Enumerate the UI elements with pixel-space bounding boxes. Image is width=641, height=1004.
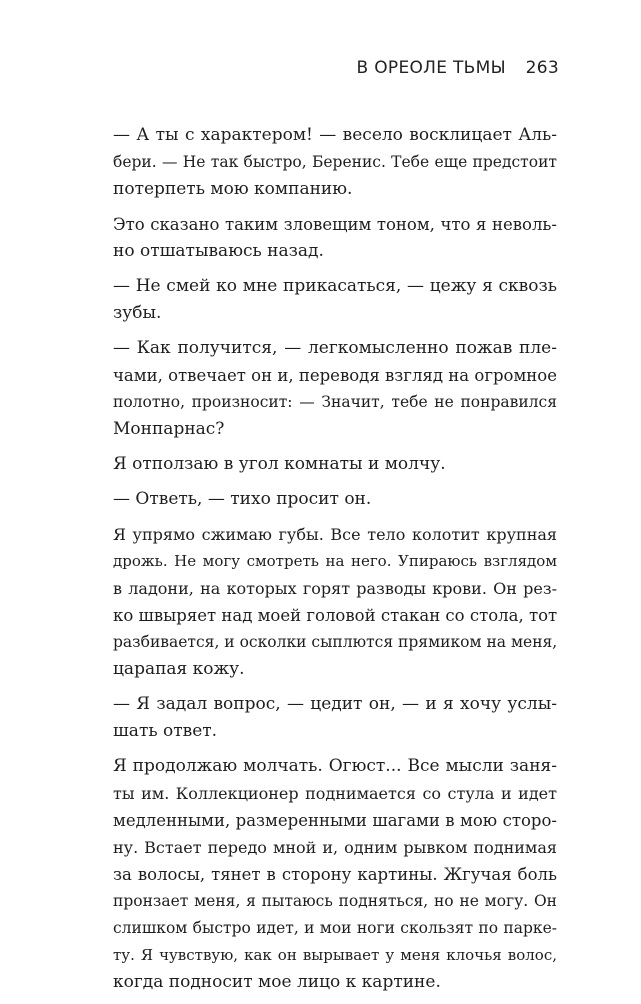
- running-title: В ОРЕОЛЕ ТЬМЫ: [356, 58, 506, 78]
- paragraph: [113, 486, 557, 513]
- paragraph: [113, 521, 557, 683]
- text-line: — Ответь, — тихо просит он.: [113, 489, 372, 509]
- text-line: Я продолжаю молчать. Огюст... Все мысли заня-: [113, 756, 557, 776]
- text-line: медленными, размеренными шагами в мою сторо-: [113, 811, 557, 830]
- text-line: в ладони, на которых горят разводы крови. Он рез-: [113, 579, 557, 598]
- text-line: чами, отвечает он и, переводя взгляд на огромное: [113, 366, 557, 385]
- text-line: разбивается, и осколки сыплются прямиком на меня,: [113, 633, 557, 651]
- paragraph: [113, 211, 557, 265]
- text-line: дрожь. Не могу смотреть на него. Упираюсь взглядом: [113, 552, 557, 570]
- text-line: шать ответ.: [113, 721, 218, 741]
- paragraph: [113, 335, 557, 443]
- text-line: Я упрямо сжимаю губы. Все тело колотит крупная: [113, 525, 557, 544]
- paragraph: [113, 122, 557, 203]
- text-line: пронзает меня, я пытаюсь подняться, но не могу. Он: [113, 892, 557, 910]
- paragraph: [113, 273, 557, 327]
- text-line: — Не смей ко мне прикасаться, — цежу я сквозь: [113, 276, 557, 296]
- text-line: Я отползаю в угол комнаты и молчу.: [113, 454, 446, 474]
- text-line: ну. Встает передо мной и, одним рывком поднимая: [113, 838, 557, 857]
- text-line: зубы.: [113, 303, 162, 323]
- text-line: но отшатываюсь назад.: [113, 241, 324, 261]
- paragraph: [113, 753, 557, 996]
- body-text: [113, 122, 557, 1004]
- text-line: бери. — Не так быстро, Беренис. Тебе еще предстоит: [113, 153, 557, 171]
- paragraph: [113, 451, 557, 478]
- text-line: царапая кожу.: [113, 659, 245, 679]
- text-line: ко швыряет над моей головой стакан со стола, тот: [113, 606, 557, 625]
- text-line: слишком быстро идет, и мои ноги скользят по парке-: [113, 919, 557, 937]
- text-line: ту. Я чувствую, как он вырывает у меня клочья волос,: [113, 946, 557, 964]
- text-line: — Как получится, — легкомысленно пожав пле-: [113, 338, 557, 358]
- page-number: 263: [525, 58, 559, 78]
- text-line: когда подносит мое лицо к картине.: [113, 972, 441, 992]
- text-line: за волосы, тянет в сторону картины. Жгучая боль: [113, 865, 557, 884]
- text-line: — Я задал вопрос, — цедит он, — и я хочу услы-: [113, 694, 557, 714]
- paragraph: [113, 691, 557, 745]
- text-line: потерпеть мою компанию.: [113, 179, 353, 199]
- text-line: полотно, произносит: — Значит, тебе не понравился: [113, 393, 557, 411]
- text-line: Монпарнас?: [113, 419, 225, 439]
- text-line: — А ты с характером! — весело восклицает Аль-: [113, 125, 557, 145]
- text-line: ты им. Коллекционер поднимается со стула и идет: [113, 784, 557, 803]
- running-header: [357, 58, 559, 78]
- text-line: Это сказано таким зловещим тоном, что я неволь-: [113, 215, 557, 234]
